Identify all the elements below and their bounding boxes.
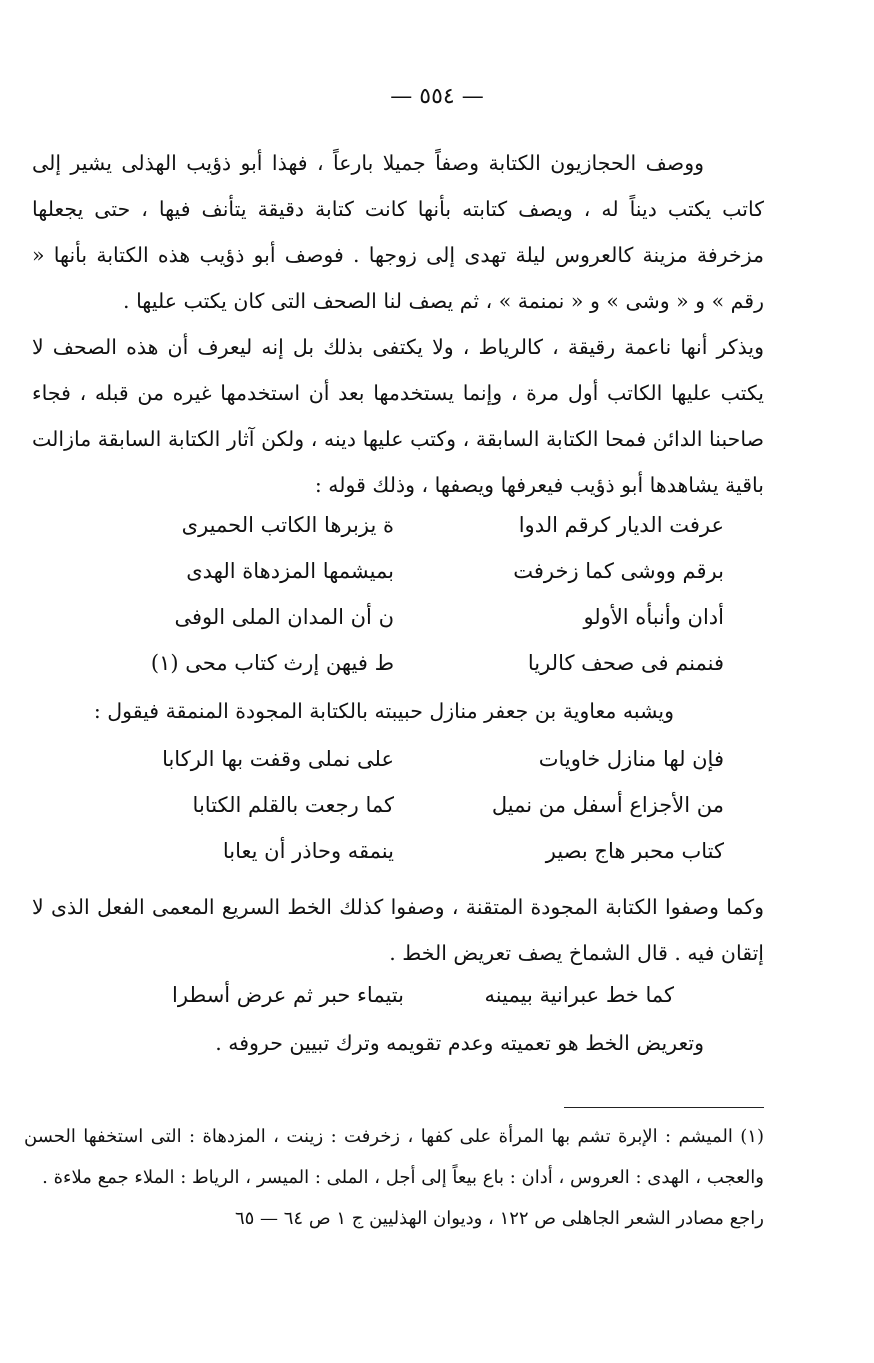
- paragraph: ويذكر أنها ناعمة رقيقة ، كالرياط ، ولا يكتفى بذلك بل إنه ليعرف أن هذه الصحف لا يكتب عليها الكاتب أول مرة ، وإنما يستخدمها بعد أن استخدمها غيره من قبله ، فجاء صاحبنا الدائن فمحا الكتابة السابقة ، وكتب عليها دينه ، ولكن آثار الكتابة السابقة مازالت باقية يشاهدها أبو ذؤيب فيعرفها ويصفها ، وذلك قوله :: [32, 335, 764, 497]
- paragraph: وكما وصفوا الكتابة المجودة المتقنة ، وصفوا كذلك الخط السريع المعمى الفعل الذى لا إتقان فيه . قال الشماخ يصف تعريض الخط .: [32, 895, 764, 965]
- verse-first-hemistich: أدان وأنبأه الأولو: [583, 605, 724, 629]
- explanation-line: وتعريض الخط هو تعميته وعدم تقويمه وترك تبيين حروفه .: [215, 1031, 704, 1055]
- verse-first-hemistich: عرفت الديار كرقم الدوا: [518, 513, 724, 537]
- poem-muawiya: [104, 736, 724, 874]
- verse-second-hemistich: كما رجعت بالقلم الكتابا: [192, 793, 394, 817]
- verse-first-hemistich: كتاب محبر هاج بصير: [545, 839, 724, 863]
- verse-line: [104, 502, 724, 548]
- verse-line: [104, 782, 724, 828]
- verse-line: [104, 828, 724, 874]
- page-number: — ٥٥٤ —: [390, 84, 484, 109]
- verse-second-hemistich: على نملى وقفت بها الركابا: [162, 747, 394, 771]
- verse-second-hemistich: ط فيهن إرث كتاب محى (١): [150, 651, 394, 675]
- poem-abu-dhuayb: [104, 502, 724, 686]
- body-text-top: [32, 140, 764, 508]
- verse-first-hemistich: فنمنم فى صحف كالريا: [527, 651, 724, 675]
- verse-first-hemistich: فإن لها منازل خاويات: [538, 747, 724, 771]
- verse-line: [104, 640, 724, 686]
- footnote-reference: راجع مصادر الشعر الجاهلى ص ١٢٢ ، وديوان الهذليين ج ١ ص ٦٤ — ٦٥: [234, 1208, 764, 1229]
- verse-second-hemistich: ة يزبرها الكاتب الحميرى: [181, 513, 394, 537]
- verse-line: [104, 736, 724, 782]
- footnotes: [24, 1116, 764, 1239]
- verse-line: [104, 548, 724, 594]
- verse-line: [154, 972, 674, 1018]
- paragraph: ووصف الحجازيون الكتابة وصفاً جميلا بارعاً ، فهذا أبو ذؤيب الهذلى يشير إلى كاتب يكتب ديناً له ، ويصف كتابته بأنها كانت كتابة دقيقة يتأنف فيها ، حتى يجعلها مزخرفة مزينة كالعروس ليلة تهدى إلى زوجها . فوصف أبو ذؤيب هذه الكتابة بأنها « رقم » و « وشى » و « نمنمة » ، ثم يصف لنا الصحف التى كان يكتب عليها .: [32, 151, 764, 313]
- verse-second-hemistich: ينمقه وحاذر أن يعابا: [222, 839, 394, 863]
- verse-second-hemistich: بتيماء حبر ثم عرض أسطرا: [172, 983, 404, 1007]
- verse-first-hemistich: كما خط عبرانية بيمينه: [484, 983, 674, 1007]
- verse-line: [104, 594, 724, 640]
- verse-second-hemistich: بميشمها المزدهاة الهدى: [186, 559, 394, 583]
- body-text-middle: [32, 884, 764, 976]
- verse-first-hemistich: برقم ووشى كما زخرفت: [513, 559, 724, 583]
- verse-first-hemistich: من الأجزاع أسفل من نميل: [491, 793, 724, 817]
- footnote: (١) الميشم : الإبرة تشم بها المرأة على كفها ، زخرفت : زينت ، المزدهاة : التى استخفها الحسن والعجب ، الهدى : العروس ، أدان : باع بيعاً إلى أجل ، الملى : الميسر ، الرياط : الملاء جمع ملاءة .: [24, 1126, 764, 1188]
- poem-shammakh: [154, 972, 674, 1018]
- footnote-divider: [564, 1107, 764, 1108]
- poem-intro-muawiya: ويشبه معاوية بن جعفر منازل حبيبته بالكتابة المجودة المنمقة فيقول :: [93, 699, 674, 723]
- verse-second-hemistich: ن أن المدان الملى الوفى: [174, 605, 394, 629]
